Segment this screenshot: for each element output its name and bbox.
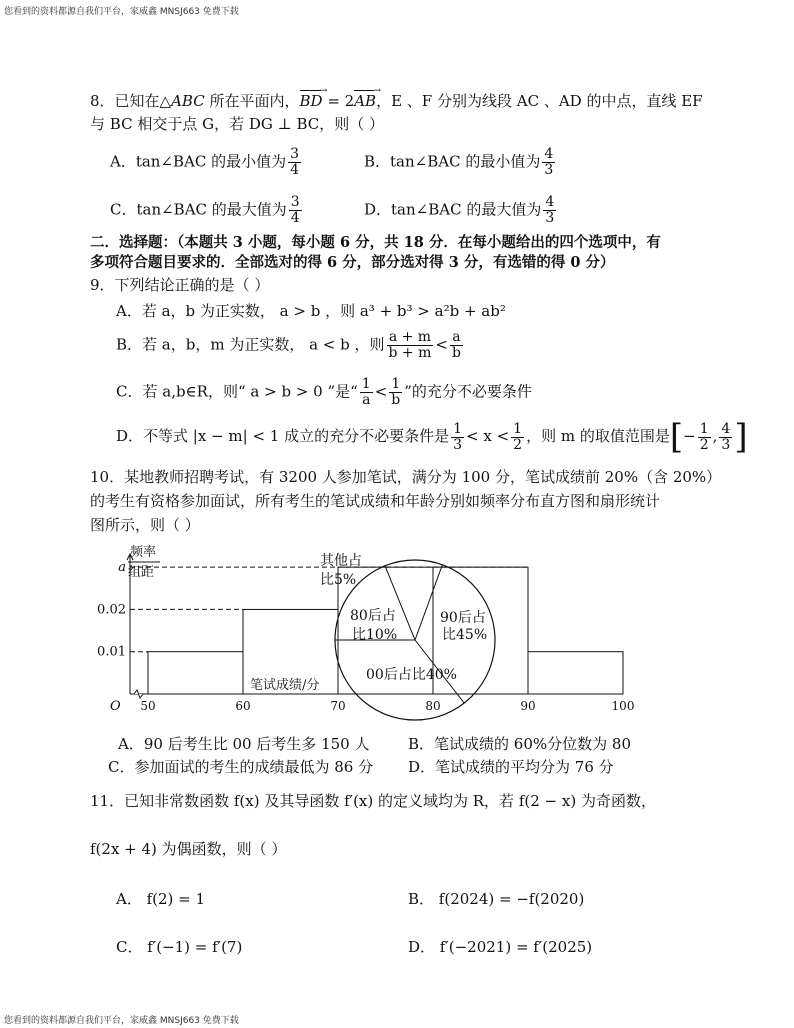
pie-slice-label: 00后占比40%	[366, 667, 457, 683]
section2-header-line1: 二．选择题：（本题共 3 小题，每小题 6 分，共 18 分．在每小题给出的四个选项中，有	[90, 234, 661, 251]
pie-slice-label: 80后占	[350, 608, 396, 624]
q9-option-a[interactable]: A．若 a，b 为正实数， a > b ，则 a³ + b³ > a²b + ab²	[116, 302, 506, 320]
q8-stem-line1: 8．已知在△ABC 所在平面内，BD → = 2AB →，E 、F 分别为线段 AC 、AD 的中点，直线 EF	[90, 92, 703, 110]
q11-stem-line1: 11．已知非常数函数 f(x) 及其导函数 f′(x) 的定义域均为 R，若 f(2 − x) 为奇函数，	[90, 792, 656, 810]
x-tick-label: 90	[520, 699, 536, 713]
x-tick-label: 100	[611, 699, 635, 713]
q10-option-b[interactable]: B．笔试成绩的 60%分位数为 80	[408, 735, 631, 753]
pie-chart	[300, 548, 530, 723]
x-tick-label: 80	[425, 699, 441, 713]
q10-stem-line3: 图所示，则（ ）	[90, 516, 200, 534]
histogram-bar	[528, 652, 623, 694]
watermark-top: 您看到的资料都源自我们平台，家威鑫 MNSJ663 免费下载	[4, 7, 239, 17]
y-tick-label: a	[118, 560, 126, 576]
pie-slice-label: 比45%	[442, 627, 488, 643]
q11-stem-line2: f(2x + 4) 为偶函数，则（ ）	[90, 840, 287, 858]
q10-stem-line1: 10．某地教师招聘考试，有 3200 人参加笔试，满分为 100 分，笔试成绩前 20%（含 20%）	[90, 468, 722, 486]
pie-slice-label: 比5%	[320, 572, 357, 588]
y-label-bottom: 组距	[128, 565, 155, 580]
q11-option-c[interactable]: C． f′(−1) = f′(7)	[116, 938, 243, 956]
q11-option-b[interactable]: B． f(2024) = −f(2020)	[408, 890, 585, 908]
q10-stem-line2: 的考生有资格参加面试，所有考生的笔试成绩和年龄分别如频率分布直方图和扇形统计	[90, 492, 661, 510]
origin-label: O	[110, 699, 121, 714]
pie-slice-boundary	[415, 565, 442, 640]
q10-option-a[interactable]: A．90 后考生比 00 后考生多 150 人	[118, 735, 370, 753]
q9-option-c[interactable]: C．若 a,b∈R，则“ a > b > 0 ”是“ $\frac{1}{a}$ < $\frac{1}{b}$ ”的充分不必要条件	[116, 376, 532, 408]
q8-option-c[interactable]: C．tan∠BAC 的最大值为 $\frac{3}{4}$	[110, 194, 300, 226]
q8-option-b[interactable]: B．tan∠BAC 的最小值为 $\frac{4}{3}$	[364, 146, 554, 178]
pie-slice-label: 比10%	[352, 627, 398, 643]
watermark-bottom: 您看到的资料都源自我们平台，家威鑫 MNSJ663 免费下载	[4, 1016, 239, 1026]
x-tick-label: 70	[330, 699, 346, 713]
q10-option-c[interactable]: C．参加面试的考生的成绩最低为 86 分	[108, 758, 374, 776]
q11-option-a[interactable]: A． f(2) = 1	[116, 890, 206, 908]
y-label-top: 频率	[130, 545, 157, 560]
x-tick-label: 60	[235, 699, 251, 713]
q9-option-d[interactable]: D．不等式 |x − m| < 1 成立的充分不必要条件是 $\frac{1}{3}$ < x < $\frac{1}{2}$ ，则 m 的取值范围是[− $\frac{1}{2}$ , $\frac{4}{3}$ ]	[116, 417, 748, 457]
q9-option-b[interactable]: B．若 a，b，m 为正实数， a < b ，则 $\frac{a + m}{b + m}$ < $\frac{a}{b}$	[116, 329, 461, 361]
histogram-bar	[148, 652, 243, 694]
pie-slice-label: 其他占	[320, 553, 362, 569]
q8-option-a[interactable]: A．tan∠BAC 的最小值为 $\frac{3}{4}$	[110, 146, 300, 178]
pie-slice-label: 90后占	[440, 610, 486, 626]
q8-option-d[interactable]: D．tan∠BAC 的最大值为 $\frac{4}{3}$	[364, 194, 555, 226]
y-tick-label: 0.01	[97, 644, 126, 660]
q8-stem-line2: 与 BC 相交于点 G，若 DG ⊥ BC，则（ ）	[90, 115, 385, 133]
x-axis-label: 笔试成绩/分	[250, 678, 320, 693]
q10-option-d[interactable]: D．笔试成绩的平均分为 76 分	[408, 758, 614, 776]
axis-break-mark	[134, 690, 143, 698]
x-tick-label: 50	[140, 699, 156, 713]
y-tick-label: 0.02	[97, 602, 126, 618]
section2-header-line2: 多项符合题目要求的．全部选对的得 6 分，部分选对得 3 分，有选错的得 0 分）	[90, 254, 615, 271]
q9-stem: 9．下列结论正确的是（ ）	[90, 276, 270, 294]
q11-option-d[interactable]: D． f′(−2021) = f′(2025)	[408, 938, 593, 956]
